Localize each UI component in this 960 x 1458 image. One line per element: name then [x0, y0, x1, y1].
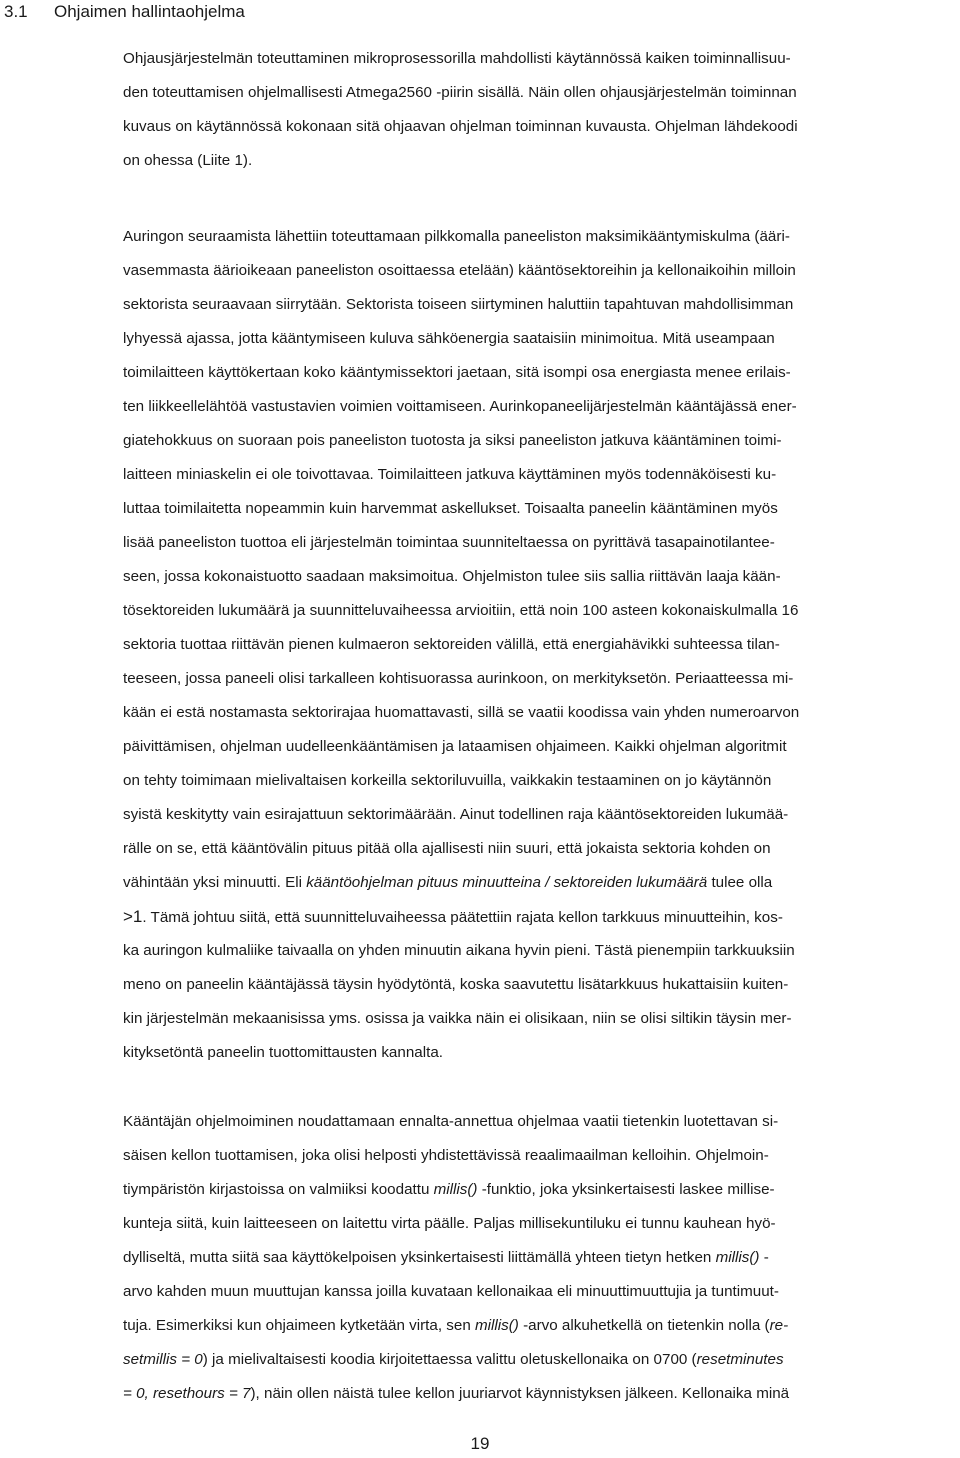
- text-run: giatehokkuus on suoraan pois paneeliston tuotosta ja siksi paneeliston jatkuva kääntäminen toimi-: [123, 432, 782, 449]
- text-run: meno on paneelin kääntäjässä täysin hyödytöntä, koska saavutettu lisätarkkuus hukattaisiin kuiten-: [123, 976, 789, 993]
- text-run: vähintään yksi minuutti. Eli: [123, 874, 307, 891]
- text-run: lisää paneeliston tuottoa eli järjestelmän toimintaa suunniteltaessa on pyrittävä tasapainotilantee-: [123, 534, 775, 551]
- text-run: syistä keskitytty vain esirajattuun sektorimäärään. Ainut todellinen raja kääntösektoreiden lukumää-: [123, 806, 789, 823]
- text-line: [123, 968, 960, 1002]
- text-line: [123, 390, 960, 424]
- text-line: [123, 866, 960, 900]
- text-run: = 0, resethours = 7: [123, 1385, 251, 1402]
- text-run: laitteen miniaskelin ei ole toivottavaa. Toimilaitteen jatkuva käyttäminen myös todennäköisesti ku-: [123, 466, 777, 483]
- text-run: vasemmasta äärioikeaan paneeliston osoittaessa etelään) kääntösektoreihin ja kellonaikoihin milloin: [123, 262, 796, 279]
- section-title: Ohjaimen hallintaohjelma: [54, 2, 245, 21]
- text-run: resetminutes: [696, 1351, 784, 1368]
- text-run: toimilaitteen käyttökertaan koko kääntymissektori jaetaan, sitä isompi osa energiasta menee erilais-: [123, 364, 791, 381]
- text-line: [123, 458, 960, 492]
- text-run: sektoria tuottaa riittävän pienen kulmaeron sektoreiden välillä, että energiahävikki suhteessa tilan-: [123, 636, 780, 653]
- text-line: [123, 76, 960, 110]
- text-run: re-: [769, 1317, 789, 1334]
- text-run: tulee olla: [707, 874, 773, 891]
- text-line: [123, 322, 960, 356]
- text-run: Kääntäjän ohjelmoiminen noudattamaan ennalta-annettua ohjelmaa vaatii tietenkin luotettavan si-: [123, 1113, 779, 1130]
- text-run: tösektoreiden lukumäärä ja suunnitteluvaiheessa arvioitiin, että noin 100 asteen kokonaiskulmalla 16: [123, 602, 799, 619]
- text-line: [123, 662, 960, 696]
- text-line: [123, 1275, 960, 1309]
- text-line: [123, 1377, 960, 1411]
- text-run: seen, jossa kokonaistuotto saadaan maksimoitua. Ohjelmiston tulee siis sallia riittävän laaja kään-: [123, 568, 781, 585]
- text-run: kään ei estä nostamasta sektorirajaa huomattavasti, sillä se vaatii koodissa vain yhden numeroarvon: [123, 704, 800, 721]
- text-line: [123, 934, 960, 968]
- text-line: [123, 492, 960, 526]
- text-run: ten liikkeellelähtöä vastustavien voimien voittamiseen. Aurinkopaneelijärjestelmän kääntäjässä ener-: [123, 398, 797, 415]
- text-run: Auringon seuraamista lähettiin toteuttamaan pilkkomalla paneeliston maksimikääntymiskulma (ääri-: [123, 228, 790, 245]
- page-number: 19: [470, 1434, 490, 1453]
- section-heading: [4, 0, 245, 24]
- text-run: ), näin ollen näistä tulee kellon juuriarvot käynnistyksen jälkeen. Kellonaika minä: [250, 1385, 790, 1402]
- text-run: päivittämisen, ohjelman uudelleenkääntämisen ja lataamisen ohjaimeen. Kaikki ohjelman algoritmit: [123, 738, 787, 755]
- text-run: kuvaus on käytännössä kokonaan sitä ohjaavan ohjelman toiminnan kuvausta. Ohjelman lähdekoodi: [123, 118, 798, 135]
- text-run: millis(): [475, 1317, 519, 1334]
- text-run: kityksetöntä paneelin tuottomittausten kannalta.: [123, 1044, 443, 1061]
- text-run: arvo kahden muun muuttujan kanssa joilla kuvataan kellonaikaa eli minuuttimuuttujia ja tuntimuut-: [123, 1283, 779, 1300]
- text-run: tiympäristön kirjastoissa on valmiiksi koodattu: [123, 1181, 434, 1198]
- text-line: [123, 1002, 960, 1036]
- text-run: on ohessa (Liite 1).: [123, 152, 253, 169]
- text-line: [123, 144, 960, 178]
- text-run: kääntöohjelman pituus minuutteina / sektoreiden lukumäärä: [306, 874, 708, 891]
- section-number: 3.1: [4, 2, 28, 21]
- text-line: [123, 764, 960, 798]
- text-line: [123, 1241, 960, 1275]
- text-line: [123, 798, 960, 832]
- text-run: on tehty toimimaan mielivaltaisen korkeilla sektoriluvuilla, vaikkakin testaaminen on jo käytännön: [123, 772, 772, 789]
- text-line: [123, 1173, 960, 1207]
- text-run: millis(): [715, 1249, 760, 1266]
- text-line: [123, 696, 960, 730]
- text-run: -funktio, joka yksinkertaisesti laskee millise-: [477, 1181, 775, 1198]
- text-line: [123, 628, 960, 662]
- text-run: kin järjestelmän mekaanisissa yms. osissa ja vaikka näin ei olisikaan, niin se olisi siltikin täysin mer-: [123, 1010, 792, 1027]
- text-line: [123, 526, 960, 560]
- text-run: dylliseltä, mutta siitä saa käyttökelpoisen yksinkertaisesti liittämällä yhteen tietyn hetken: [123, 1249, 716, 1266]
- text-line: [123, 110, 960, 144]
- text-line: [123, 1139, 960, 1173]
- text-line: [123, 900, 960, 934]
- text-line: [123, 1036, 960, 1070]
- text-line: [123, 730, 960, 764]
- text-line: [123, 424, 960, 458]
- text-line: [123, 1343, 960, 1377]
- text-line: [123, 594, 960, 628]
- text-run: lyhyessä ajassa, jotta kääntymiseen kuluva sähköenergia saataisiin minimoitua. Mitä useampaan: [123, 330, 775, 347]
- text-line: [123, 560, 960, 594]
- text-run: kunteja siitä, kuin laitteeseen on laitettu virta päälle. Paljas millisekuntiluku ei tunnu kauhean hyö-: [123, 1215, 776, 1232]
- text-line: [123, 1309, 960, 1343]
- text-run: millis(): [433, 1181, 478, 1198]
- text-run: rälle on se, että kääntövälin pituus pitää olla ajallisesti niin suuri, että jokaista sektoria kohden on: [123, 840, 771, 857]
- text-line: [123, 356, 960, 390]
- text-run: sektorista seuraavaan siirrytään. Sektorista toiseen siirtyminen haluttiin tapahtuvan mahdollisimman: [123, 296, 794, 313]
- text-line: [123, 288, 960, 322]
- text-line: [123, 42, 960, 76]
- text-run: tuja. Esimerkiksi kun ohjaimeen kytketään virta, sen: [123, 1317, 475, 1334]
- text-line: [123, 832, 960, 866]
- text-run: den toteuttamisen ohjelmallisesti Atmega2560 -piirin sisällä. Näin ollen ohjausjärjestelmän toiminnan: [123, 84, 797, 101]
- text-run: ka auringon kulmaliike taivaalla on yhden minuutin aikana hyvin pieni. Tästä pienempiin tarkkuuksiin: [123, 942, 795, 959]
- text-line: [123, 1105, 960, 1139]
- paragraph-intro: [123, 42, 960, 178]
- paragraph-clock-programming: [123, 1105, 960, 1411]
- text-run: luttaa toimilaitetta nopeammin kuin harvemmat askellukset. Toisaalta paneelin kääntäminen myös: [123, 500, 778, 517]
- text-run: . Tämä johtuu siitä, että suunnitteluvaiheessa päätettiin rajata kellon tarkkuus minuutteihin, kos-: [142, 909, 783, 926]
- text-run: >1: [123, 907, 143, 926]
- text-line: [123, 220, 960, 254]
- text-run: -: [759, 1249, 769, 1266]
- text-run: setmillis = 0: [123, 1351, 203, 1368]
- paragraph-sun-tracking: [123, 220, 960, 1070]
- text-run: Ohjausjärjestelmän toteuttaminen mikroprosessorilla mahdollisti käytännössä kaiken toiminnallisuu-: [123, 50, 791, 67]
- text-run: säisen kellon tuottamisen, joka olisi helposti yhdistettävissä reaalimaailman kelloihin. Ohjelmoin-: [123, 1147, 769, 1164]
- text-run: ) ja mielivaltaisesti koodia kirjoitettaessa valittu oletuskellonaika on 0700 (: [202, 1351, 697, 1368]
- text-line: [123, 1207, 960, 1241]
- text-line: [123, 254, 960, 288]
- text-run: -arvo alkuhetkellä on tietenkin nolla (: [518, 1317, 770, 1334]
- text-run: teeseen, jossa paneeli olisi tarkalleen kohtisuorassa aurinkoon, on merkityksetön. Periaatteessa mi-: [123, 670, 794, 687]
